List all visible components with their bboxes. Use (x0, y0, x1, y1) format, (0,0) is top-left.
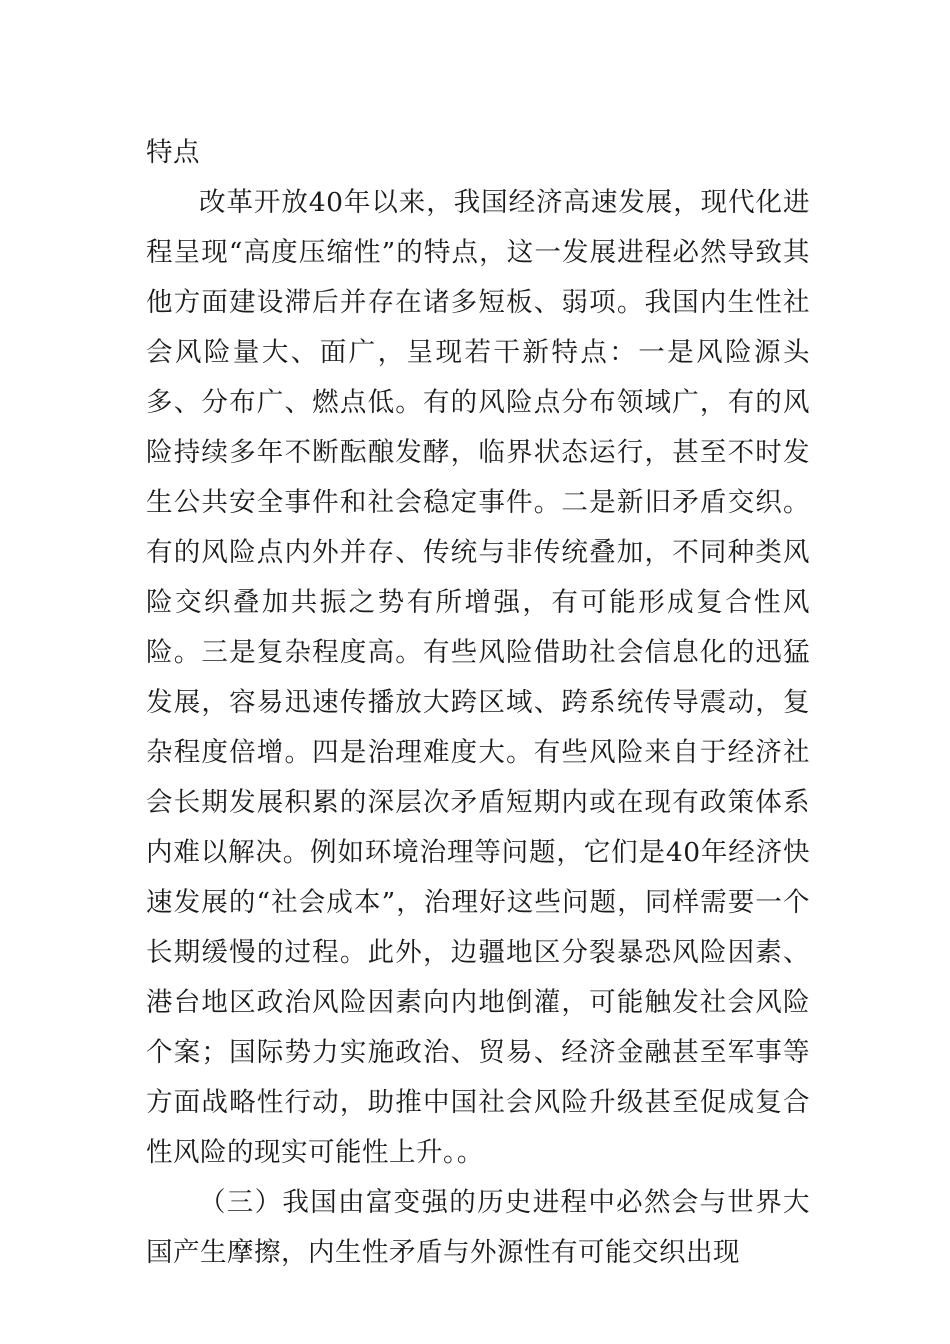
section-heading: （三）我国由富变强的历史进程中必然会与世界大国产生摩擦，内生性矛盾与外源性有可能交织出现 (146, 1187, 810, 1268)
body-paragraph: 改革开放40年以来，我国经济高速发展，现代化进程呈现“高度压缩性”的特点，这一发展进程必然导致其他方面建设滞后并存在诸多短板、弱项。我国内生性社会风险量大、面广，呈现若干新特点：一是风险源头多、分布广、燃点低。有的风险点分布领域广，有的风险持续多年不断酝酿发酵，临界状态运行，甚至不时发生公共安全事件和社会稳定事件。二是新旧矛盾交织。有的风险点内外并存、传统与非传统叠加，不同种类风险交织叠加共振之势有所增强，有可能形成复合性风险。三是复杂程度高。有些风险借助社会信息化的迅猛发展，容易迅速传播放大跨区域、跨系统传导震动，复杂程度倍增。四是治理难度大。有些风险来自于经济社会长期发展积累的深层次矛盾短期内或在现有政策体系内难以解决。例如环境治理等问题，它们是40年经济快速发展的“社会成本”，治理好这些问题，同样需要一个长期缓慢的过程。此外，边疆地区分裂暴恐风险因素、港台地区政治风险因素向内地倒灌，可能触发社会风险个案；国际势力实施政治、贸易、经济金融甚至军事等方面战略性行动，助推中国社会风险升级甚至促成复合性风险的现实可能性上升。。 (146, 187, 810, 1168)
document-body (146, 128, 810, 1278)
heading-continuation: 特点 (146, 137, 200, 168)
